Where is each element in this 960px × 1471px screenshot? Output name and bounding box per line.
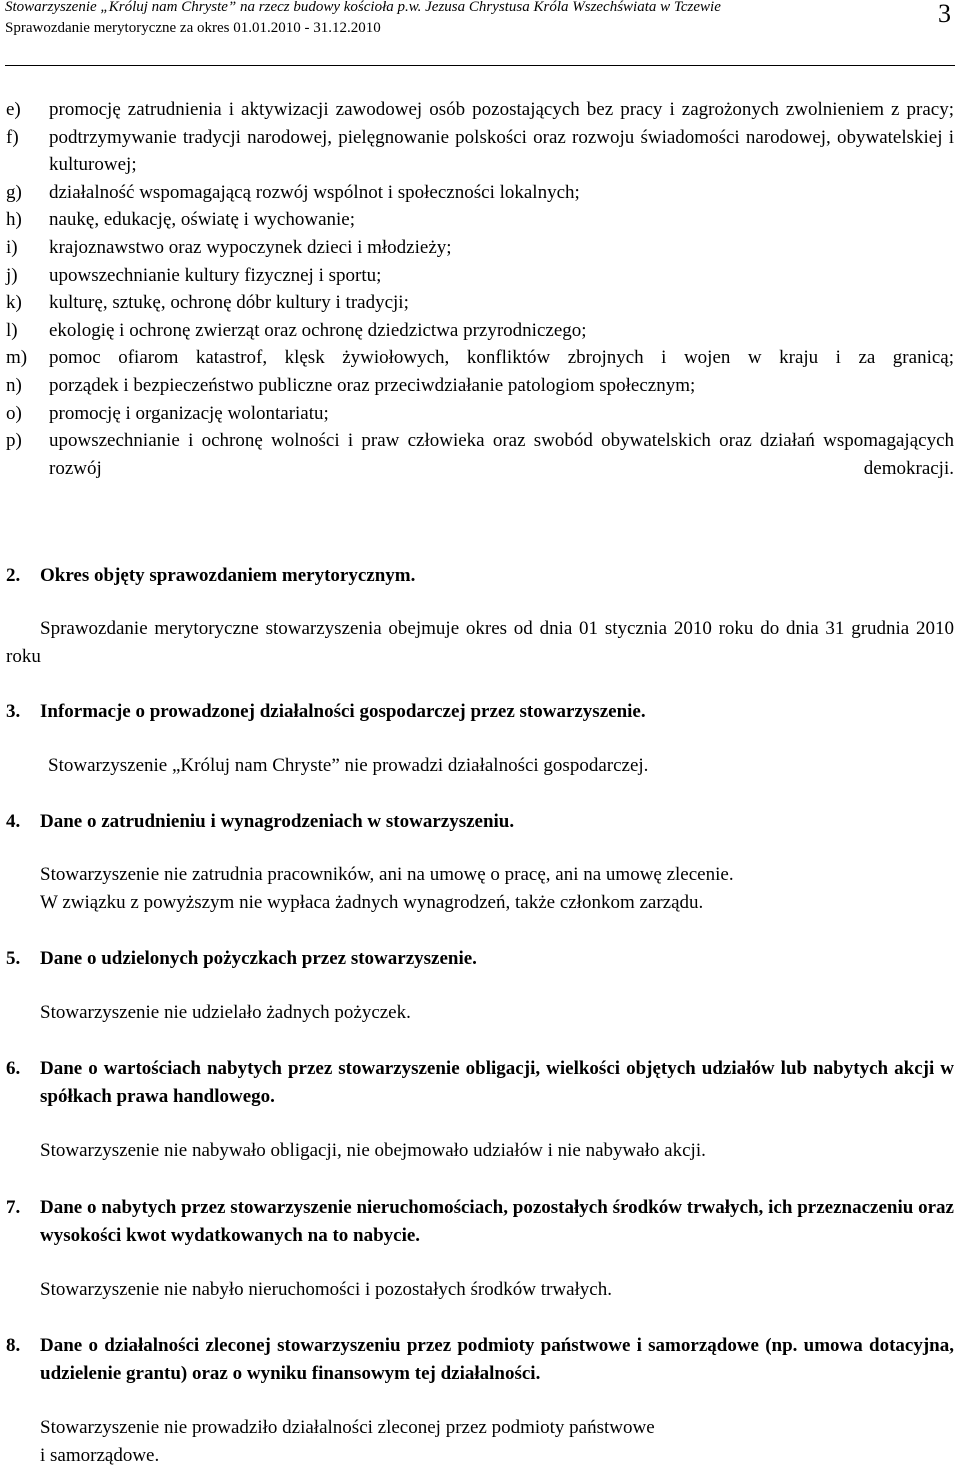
list-text: porządek i bezpieczeństwo publiczne oraz przeciwdziałanie patologiom społecznym; xyxy=(49,374,696,396)
list-text: podtrzymywanie tradycji narodowej, pielęgnowanie polskości oraz rozwoju świadomości narodowej, obywatelskiej i kulturowej; xyxy=(49,126,954,176)
section-title: Dane o nabytych przez stowarzyszenie nieruchomościach, pozostałych środków trwałych, ich przeznaczeniu oraz wysokości kwot wydatkowanych na to nabycie. xyxy=(40,1197,954,1246)
header-organization-name: Stowarzyszenie „Króluj nam Chryste” na rzecz budowy kościoła p.w. Jezusa Chrystusa Króla Wszechświata w Tczewie xyxy=(5,0,721,15)
section-5-body: Stowarzyszenie nie udzielało żadnych pożyczek. xyxy=(40,1002,411,1023)
section-7-heading xyxy=(6,1194,954,1249)
section-title: Dane o działalności zleconej stowarzyszeniu przez podmioty państwowe i samorządowe (np. umowa dotacyjna, udzielenie grantu) oraz o wyniku finansowym tej działalności. xyxy=(40,1335,954,1384)
header-report-period: Sprawozdanie merytoryczne za okres 01.01.2010 - 31.12.2010 xyxy=(5,20,381,36)
list-item-k xyxy=(6,289,954,317)
list-text: kulturę, sztukę, ochronę dóbr kultury i tradycji; xyxy=(49,292,409,314)
list-text: naukę, edukację, oświatę i wychowanie; xyxy=(49,209,355,231)
activity-list xyxy=(6,96,954,482)
section-number: 6. xyxy=(6,1058,21,1079)
section-3-body: Stowarzyszenie „Króluj nam Chryste” nie prowadzi działalności gospodarczej. xyxy=(48,755,649,776)
list-item-o xyxy=(6,400,954,428)
list-item-l xyxy=(6,317,954,345)
section-2-heading xyxy=(6,562,954,590)
section-title: Dane o wartościach nabytych przez stowarzyszenie obligacji, wielkości objętych udziałów lub nabytych akcji w spółkach prawa handlowego. xyxy=(40,1058,954,1107)
section-title: Okres objęty sprawozdaniem merytorycznym. xyxy=(40,565,416,586)
section-number: 3. xyxy=(6,701,21,722)
section-number: 5. xyxy=(6,948,21,969)
section-number: 8. xyxy=(6,1335,21,1356)
section-4-body-2: W związku z powyższym nie wypłaca żadnych wynagrodzeń, także członkom zarządu. xyxy=(40,892,704,913)
list-text: upowszechnianie kultury fizycznej i sportu; xyxy=(49,264,382,286)
list-item-g xyxy=(6,179,954,207)
list-letter: h) xyxy=(6,209,22,231)
section-8-body: Stowarzyszenie nie prowadziło działalności zleconej przez podmioty państwowe xyxy=(40,1417,655,1438)
list-letter: j) xyxy=(6,264,18,286)
section-3-heading xyxy=(6,698,954,726)
list-letter: g) xyxy=(6,181,22,203)
list-letter: n) xyxy=(6,374,22,396)
list-item-i xyxy=(6,234,954,262)
list-item-n xyxy=(6,372,954,400)
list-letter: e) xyxy=(6,99,21,120)
section-7-body: Stowarzyszenie nie nabyło nieruchomości i pozostałych środków trwałych. xyxy=(40,1279,612,1300)
section-title: Dane o zatrudnieniu i wynagrodzeniach w stowarzyszeniu. xyxy=(40,811,515,832)
list-letter: l) xyxy=(6,319,18,341)
list-item-h xyxy=(6,206,954,234)
section-number: 4. xyxy=(6,811,21,832)
page-header xyxy=(5,0,955,66)
section-title: Dane o udzielonych pożyczkach przez stowarzyszenie. xyxy=(40,948,477,969)
section-number: 2. xyxy=(6,565,21,586)
section-number: 7. xyxy=(6,1197,21,1218)
list-item-j xyxy=(6,262,954,290)
list-text: promocję zatrudnienia i aktywizacji zawodowej osób pozostających bez pracy i zagrożonych zwolnieniem z pracy; xyxy=(49,99,954,120)
list-letter: i) xyxy=(6,236,18,258)
list-item-f xyxy=(6,124,954,179)
list-item-m xyxy=(6,344,954,372)
list-letter: o) xyxy=(6,402,22,424)
list-item-e xyxy=(6,96,954,124)
list-letter: p) xyxy=(6,430,22,452)
section-6-heading xyxy=(6,1055,954,1110)
section-5-heading xyxy=(6,945,954,973)
section-4-body: Stowarzyszenie nie zatrudnia pracowników, ani na umowę o pracę, ani na umowę zlecenie. xyxy=(40,864,734,885)
section-4-heading xyxy=(6,808,954,836)
section-8-body-2: i samorządowe. xyxy=(40,1445,160,1466)
section-2-body: Sprawozdanie merytoryczne stowarzyszenia obejmuje okres od dnia 01 stycznia 2010 roku do dnia 31 grudnia 2010 roku xyxy=(6,618,954,667)
list-letter: f) xyxy=(6,126,19,148)
list-letter: m) xyxy=(6,347,28,369)
list-text: pomoc ofiarom katastrof, klęsk żywiołowych, konfliktów zbrojnych i wojen w kraju i za granicą; xyxy=(49,347,954,369)
page-number: 3 xyxy=(938,0,951,28)
list-text: krajoznawstwo oraz wypoczynek dzieci i młodzieży; xyxy=(49,236,452,258)
list-text: działalność wspomagającą rozwój wspólnot i społeczności lokalnych; xyxy=(49,181,580,203)
list-text: promocję i organizację wolontariatu; xyxy=(49,402,329,424)
list-item-p xyxy=(6,427,954,482)
section-6-body: Stowarzyszenie nie nabywało obligacji, nie obejmowało udziałów i nie nabywało akcji. xyxy=(40,1140,706,1161)
section-8-heading xyxy=(6,1332,954,1387)
list-text: upowszechnianie i ochronę wolności i praw człowieka oraz swobód obywatelskich oraz działań wspomagających rozwój demokracji. xyxy=(49,430,954,479)
section-title: Informacje o prowadzonej działalności gospodarczej przez stowarzyszenie. xyxy=(40,701,646,722)
list-letter: k) xyxy=(6,292,22,314)
list-text: ekologię i ochronę zwierząt oraz ochronę dziedzictwa przyrodniczego; xyxy=(49,319,587,341)
